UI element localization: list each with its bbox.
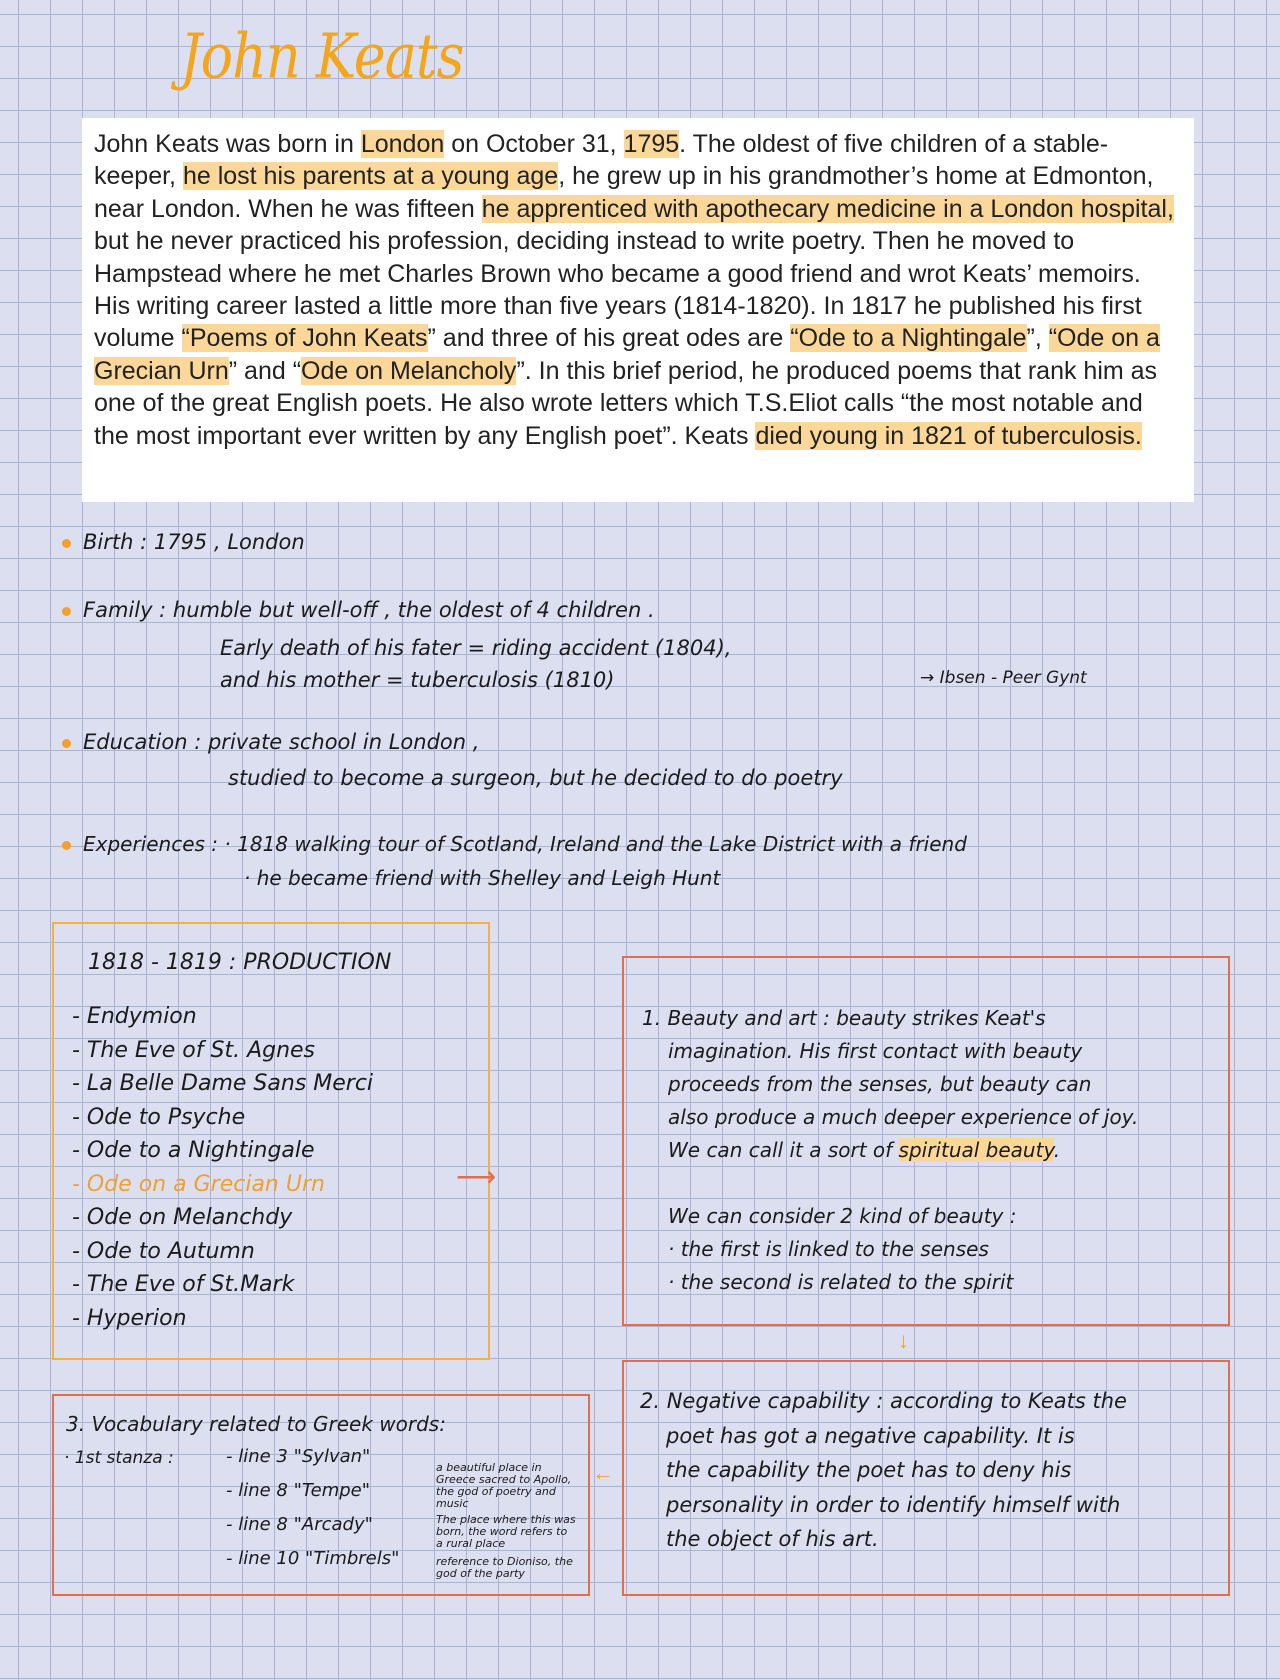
vocabulary-stanza: · 1st stanza : [64, 1448, 174, 1468]
note-experiences: Experiences : · 1818 walking tour of Scotland, Ireland and the Lake District with a friend [62, 832, 967, 856]
highlight: “Ode to a Nightingale [790, 324, 1027, 353]
list-item: - Ode on Melanchdy [72, 1205, 293, 1230]
production-box [52, 922, 490, 1360]
note-family-aside: → Ibsen - Peer Gynt [920, 668, 1087, 688]
list-item: - La Belle Dame Sans Merci [72, 1071, 374, 1096]
note-family-line2: Early death of his fater = riding accident (1804), [220, 636, 732, 660]
negative-capability-box [622, 1360, 1230, 1596]
highlight: 1795 [623, 130, 680, 158]
list-item: - line 8 "Arcady" [226, 1514, 373, 1535]
beauty-box [622, 956, 1230, 1326]
list-item: - Ode to Autumn [72, 1238, 255, 1264]
production-list [72, 1000, 373, 1335]
vocabulary-lines [226, 1440, 399, 1576]
list-item-highlighted: - Ode on a Grecian Urn [72, 1171, 325, 1197]
arrow-down-icon: ↓ [898, 1328, 909, 1353]
bullet-icon [62, 739, 71, 748]
arrow-right-icon: ⟶ [456, 1161, 497, 1192]
list-item: - Endymion [72, 1004, 197, 1029]
note-education-line2: studied to become a surgeon, but he decided to do poetry [228, 766, 843, 790]
highlight: died young in 1821 of tuberculosis. [755, 421, 1142, 450]
bullet-icon [62, 841, 71, 850]
list-item: - line 3 "Sylvan" [226, 1446, 371, 1467]
note-experiences-line2: · he became friend with Shelley and Leigh Hunt [244, 866, 721, 890]
bullet-icon [62, 607, 71, 616]
list-item: - line 8 "Tempe" [226, 1480, 371, 1501]
highlight: London [360, 130, 445, 158]
note-family-line3: and his mother = tuberculosis (1810) [220, 668, 615, 692]
note-birth: Birth : 1795 , London [62, 530, 305, 554]
beauty-text: 1. Beauty and art : beauty strikes Keat's imagination. His first contact with beauty proceeds from the senses, but beauty can also produce a much deeper experience of joy. We can call it a sort of spiritual beauty. We can consider 2 kind of beauty : · the first is linked to the senses · the second is related to the spirit [642, 1006, 1139, 1294]
page-title: John Keats [180, 20, 464, 93]
biography-card [82, 118, 1194, 502]
arrow-left-icon: ← [592, 1460, 614, 1485]
vocabulary-note: a beautiful place in Greece sacred to Apollo, the god of poetry and music [436, 1461, 572, 1510]
highlight: spiritual beauty [898, 1138, 1054, 1162]
bullet-icon [62, 539, 71, 548]
negative-capability-text: 2. Negative capability : according to Keats the poet has got a negative capability. It is the capability the poet has to deny his personality in order to identify himself with the object of his art. [640, 1389, 1127, 1551]
vocabulary-note: reference to Dioniso, the god of the party [436, 1555, 573, 1580]
list-item: - Ode to a Nightingale [72, 1138, 315, 1163]
list-item: - The Eve of St. Agnes [72, 1037, 316, 1063]
vocabulary-note: The place where this was born, the word refers to a rural place [436, 1513, 576, 1550]
biography-text: John Keats was born in London on October 31, 1795. The oldest of five children of a stable-keeper, he lost his parents at a young age, he grew up in his grandmother’s home at Edmonton, near London. When he was fifteen he apprenticed with apothecary medicine in a London hospital, but he never practiced his profession, deciding instead to write poetry. Then he moved to Hampstead where he met Charles Brown who became a good friend and wrot Keats’ memoirs. His writing career lasted a little more than five years (1814-1820). In 1817 he published his first volume “Poems of John Keats” and three of his great odes are “Ode to a Nightingale”, “Ode on a Grecian Urn” and “Ode on Melancholy”. In this brief period, he produced poems that rank him as one of the great English poets. He also wrote letters which T.S.Eliot calls “the most notable and the most important ever written by any English poet”. Keats died young in 1821 of tuberculosis. [94, 130, 1174, 450]
highlight: “Ode on a Grecian Urn [94, 324, 1160, 385]
highlight: he apprenticed with apothecary medicine in a London hospital, [481, 194, 1174, 223]
highlight: he lost his parents at a young age [182, 162, 559, 191]
list-item: - Hyperion [72, 1305, 187, 1331]
list-item: - The Eve of St.Mark [72, 1272, 295, 1297]
list-item: - Ode to Psyche [72, 1104, 246, 1130]
note-education: Education : private school in London , [62, 730, 479, 754]
production-heading: 1818 - 1819 : PRODUCTION [88, 950, 392, 975]
list-item: - line 10 "Timbrels" [226, 1548, 400, 1569]
note-family: Family : humble but well-off , the oldest of 4 children . [62, 598, 655, 622]
vocabulary-heading: 3. Vocabulary related to Greek words: [66, 1412, 446, 1436]
highlight: “Poems of John Keats [181, 324, 428, 353]
highlight: Ode on Melancholy [301, 356, 517, 385]
vocabulary-box [52, 1394, 590, 1596]
